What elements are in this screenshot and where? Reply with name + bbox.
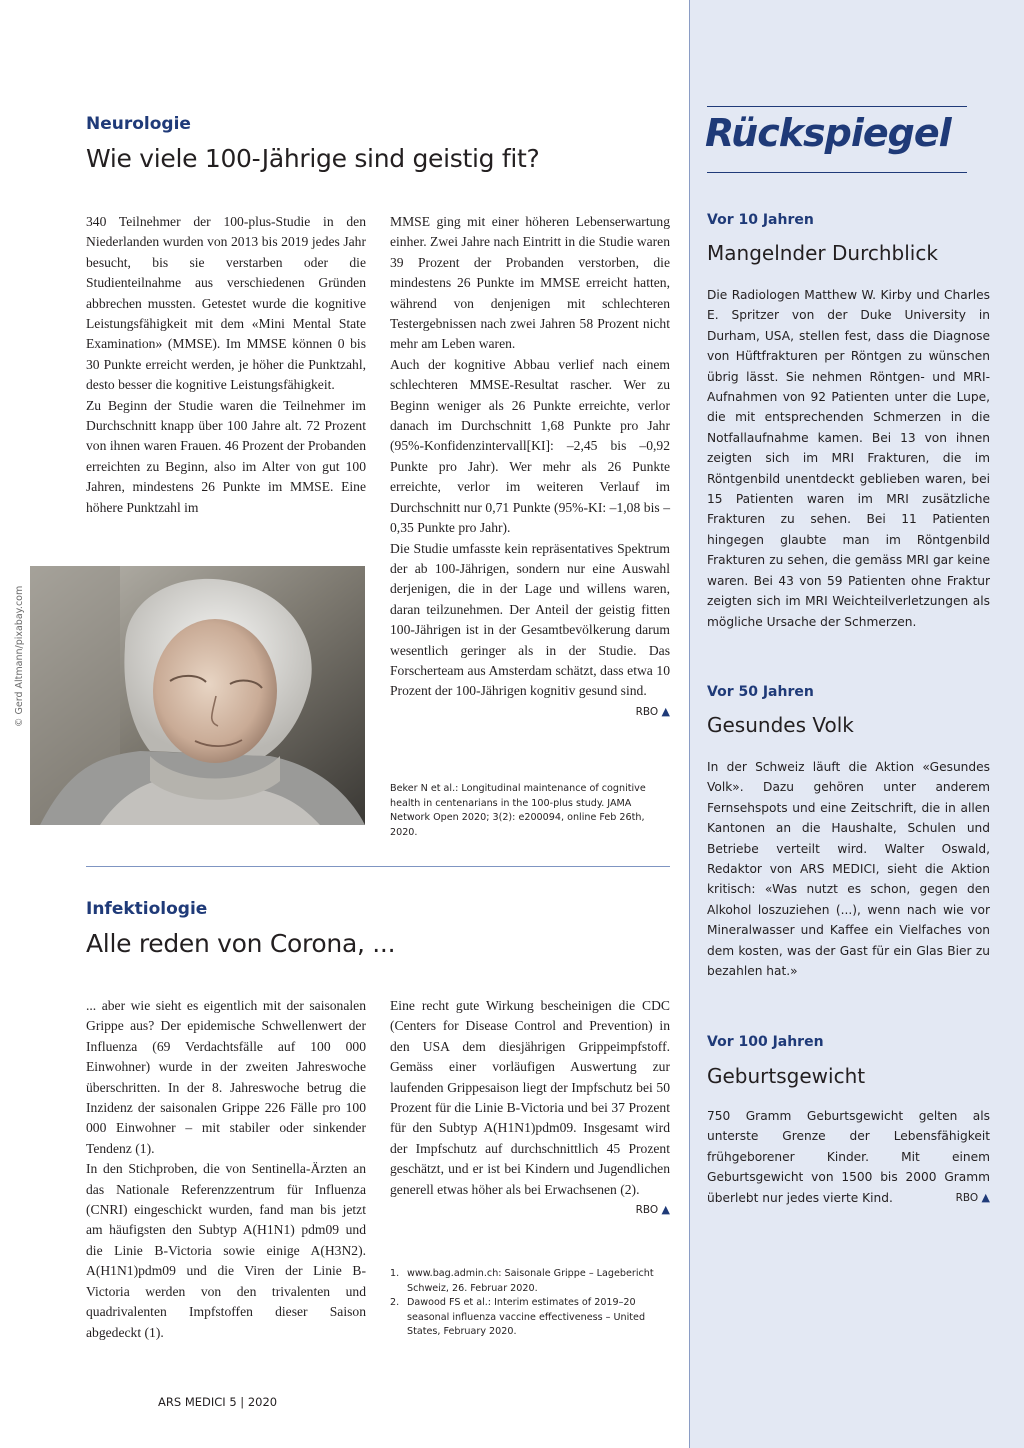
paragraph: Auch der kognitive Abbau verlief nach einem schlechteren MMSE-Resultat rascher. Wer zu Beginn weniger als 26 Punkte erreichte, verlor danach im Durchschnitt 1,68 Punkte pro Jahr (95%-Konfidenzintervall[KI]: –2,45 bis –0,92 Punkte pro Jahr). Wer mehr als 26 Punkte erreichte, verlor im weiteren Verlauf im Durchschnitt nur 0,71 Punkte (95%-KI: –1,08 bis –0,35 Punkte pro Jahr). xyxy=(390,356,670,536)
paragraph: 340 Teilnehmer der 100-plus-Studie in den Niederlanden wurden von 2013 bis 2019 jedes Jahr besucht, bis sie verstarben oder die Studienteilnahme aus verschiedenen Gründen abbrechen mussten. Getestet wurde die kognitive Leistungsfähigkeit mit dem «Mini Mental State Examination» (MMSE). Im MMSE können 0 bis 30 Punkte erreicht werden, je höher die Punktzahl, desto besser die kognitive Leistungsfähigkeit. xyxy=(86,214,366,393)
sidebar-body-100 xyxy=(707,1106,990,1208)
signature-text: RBO xyxy=(635,705,659,718)
triangle-up-icon: ▲ xyxy=(661,704,670,718)
signature xyxy=(956,1188,990,1208)
article1-headline: Wie viele 100-Jährige sind geistig fit? xyxy=(86,144,540,173)
sidebar-body-10: Die Radiologen Matthew W. Kirby und Charles E. Spritzer von der Duke University in Durham, USA, stellen fest, dass die Diagnose von Hüftfrakturen per Röntgen zu wünschen übrig lässt. Sie nehmen Röntgen- und MRI-Aufnahmen von 92 Patienten unter die Lupe, die mit entsprechenden Schmerzen in die Notfallaufnahme kamen. Bei 13 von ihnen zeigten sich im MRI Frakturen, die im Röntgenbild unentdeckt geblieben waren, bei 15 Patienten waren im MRI zusätzliche Frakturen zu sehen. Bei 11 Patienten hingegen glaubte man im Röntgenbild Frakturen zu sehen, die gemäss MRI gar keine waren. Bei 43 von 59 Patienten ohne Fraktur zeigten sich im MRI Weichteilverletzungen als mögliche Ursache der Schmerzen. xyxy=(707,288,990,629)
article2-references xyxy=(390,1267,670,1340)
sidebar-heading-50: Gesundes Volk xyxy=(707,713,854,737)
signature xyxy=(636,1200,670,1220)
section-divider xyxy=(86,866,670,867)
sidebar-title-rule xyxy=(707,172,967,173)
paragraph xyxy=(390,539,670,718)
triangle-up-icon: ▲ xyxy=(661,1203,670,1217)
sidebar-top-rule xyxy=(707,106,967,107)
sidebar-heading-10: Mangelnder Durchblick xyxy=(707,241,938,265)
article2-column-2 xyxy=(390,996,670,1220)
elderly-woman-photo xyxy=(30,566,365,825)
photo-credit-text: © Gerd Altmann/pixabay.com xyxy=(14,585,25,727)
signature xyxy=(636,702,670,722)
article2-kicker: Infektiologie xyxy=(86,899,208,919)
article1-column-1 xyxy=(86,212,366,518)
photo-credit xyxy=(14,567,28,727)
article1-reference: Beker N et al.: Longitudinal maintenance of cognitive health in centenarians in the 100-plus study. JAMA Network Open 2020; 3(2): e200094, online Feb 26th, 2020. xyxy=(390,783,646,838)
signature-text: RBO xyxy=(955,1191,979,1204)
paragraph-text: Eine recht gute Wirkung bescheinigen die CDC (Centers for Disease Control and Prevention) in den USA dem diesjährigen Grippeimpfstoff. Gemäss einer vorläufigen Auswertung zur laufenden Grippesaison liegt der Impfschutz bei 50 Prozent für die Linie B-Victoria und bei 37 Prozent für den Subtyp A(H1N1)pdm09. Insgesamt wird der Impfschutz auf durchschnittlich 45 Prozent geschätzt, und er ist bei Kindern und Jugendlichen generell etwas höher als bei Erwachsenen (2). xyxy=(390,998,670,1197)
sidebar-kicker-50: Vor 50 Jahren xyxy=(707,684,814,700)
reference-number: 1. xyxy=(390,1268,400,1279)
paragraph: In den Stichproben, die von Sentinella-Ärzten an das Nationale Referenzzentrum für Influenza (CNRI) eingeschickt wurden, fand man bis jetzt am häufigsten den Subtyp A(H1N1) pdm09 und die Linie B-Victoria sowie einige A(H3N2). A(H1N1)pdm09 und die Viren der Linie B-Victoria werden von den trivalenten und quadrivalenten Impfstoffen dieser Saison abgedeckt (1). xyxy=(86,1161,366,1340)
signature-text: RBO xyxy=(635,1204,659,1217)
paragraph: Zu Beginn der Studie waren die Teilnehmer im Durchschnitt knapp über 100 Jahre alt. 72 Prozent von ihnen waren Frauen. 46 Prozent der Probanden erreichten zu Beginn, also im Alter von gut 100 Jahren, mindestens 26 Punkte im MMSE. Eine höhere Punktzahl im xyxy=(86,397,366,515)
paragraph: ... aber wie sieht es eigentlich mit der saisonalen Grippe aus? Der epidemische Schwellenwert der Influenza (69 Verdachtsfälle auf 100 000 Einwohner) wurde in der zweiten Jahreswoche überschritten. In der 8. Jahreswoche betrug die Inzidenz der saisonalen Grippe 226 Fälle pro 100 000 Einwohner – mit stabiler oder sinkender Tendenz (1). xyxy=(86,998,366,1156)
reference-number: 2. xyxy=(390,1297,400,1308)
article2-column-1 xyxy=(86,996,366,1343)
reference-text: www.bag.admin.ch: Saisonale Grippe – Lagebericht Schweiz, 26. Februar 2020. xyxy=(407,1268,654,1294)
sidebar-body-50: In der Schweiz läuft die Aktion «Gesundes Volk». Dazu gehören unter anderem Fernsehspots und eine Zeitschrift, die in allen Kantonen an die Haushalte, Schulen und Betriebe verteilt wird. Walter Oswald, Redaktor von ARS MEDICI, sieht die Aktion kritisch: «Was nutzt es schon, gegen den Alkohol loszuziehen (...), wenn nach wie vor Mineralwasser und Kaffee ein Vielfaches von dem kosten, was der Gast für ein Glas Bier zu bezahlen hat.» xyxy=(707,760,990,979)
page-footer: ARS MEDICI 5 | 2020 xyxy=(158,1395,278,1409)
sidebar-kicker-100: Vor 100 Jahren xyxy=(707,1034,824,1050)
reference-item xyxy=(390,1296,670,1340)
sidebar-body-100-text: 750 Gramm Geburtsgewicht gelten als unterste Grenze der Lebensfähigkeit frühgeborener Kinder. Mit einem Geburtsgewicht von 1500 bis 2000 Gramm überlebt nur jedes vierte Kind. xyxy=(707,1109,990,1205)
paragraph xyxy=(390,996,670,1217)
sidebar-title: Rückspiegel xyxy=(705,111,951,155)
reference-text: Dawood FS et al.: Interim estimates of 2019–20 seasonal influenza vaccine effectiveness – United States, February 2020. xyxy=(407,1297,646,1337)
sidebar-kicker-10: Vor 10 Jahren xyxy=(707,212,814,228)
paragraph: MMSE ging mit einer höheren Lebenserwartung einher. Zwei Jahre nach Eintritt in die Studie waren 39 Prozent der Probanden verstorben, die mindestens 26 Punkte im MMSE erreicht hatten, während von denjenigen mit schlechteren Testergebnissen nach zwei Jahren 58 Prozent nicht mehr am Leben waren. xyxy=(390,214,670,352)
article2-headline: Alle reden von Corona, ... xyxy=(86,929,396,958)
reference-item xyxy=(390,1267,670,1296)
article1-column-2 xyxy=(390,212,670,722)
article1-kicker: Neurologie xyxy=(86,114,191,134)
paragraph-text: Die Studie umfasste kein repräsentatives Spektrum der ab 100-Jährigen, sondern nur eine Auswahl derjenigen, die in der Lage und willens waren, daran teilzunehmen. Der Anteil der geistig fitten 100-Jährigen ist in der Gesamtbevölkerung darum wesentlich geringer als in der Studie. Das Forscherteam aus Amsterdam schätzt, dass etwa 10 Prozent der 100-Jährigen kognitiv gesund sind. xyxy=(390,540,670,699)
triangle-up-icon: ▲ xyxy=(981,1190,990,1204)
sidebar-heading-100: Geburtsgewicht xyxy=(707,1064,866,1088)
